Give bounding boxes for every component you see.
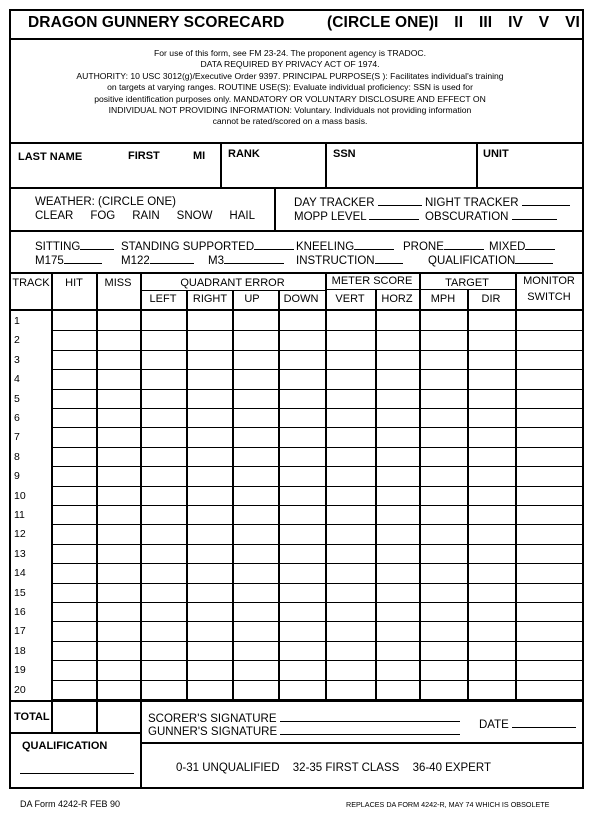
divider — [9, 732, 141, 734]
column-divider — [375, 290, 377, 700]
table-row[interactable] — [51, 447, 584, 466]
prone-blank[interactable] — [444, 239, 484, 250]
track-number: 18 — [14, 644, 26, 657]
track-number: 8 — [14, 450, 20, 463]
right-header: RIGHT — [192, 293, 228, 305]
m3-field[interactable] — [208, 253, 284, 267]
circle-one-label: (CIRCLE ONE) — [327, 14, 435, 31]
track-number: 12 — [14, 528, 26, 541]
weather-options — [35, 210, 255, 222]
gunner-signature-label: GUNNER'S SIGNATURE — [148, 726, 278, 738]
table-row[interactable] — [51, 505, 584, 524]
kneeling-label: KNEELING — [296, 241, 355, 253]
track-number: 16 — [14, 606, 26, 618]
track-number: 20 — [14, 683, 26, 696]
m175-blank[interactable] — [64, 253, 102, 264]
ssn-field[interactable]: SSN — [333, 148, 356, 160]
form-title: DRAGON GUNNERY SCORECARD — [28, 14, 285, 31]
first-name-field[interactable]: FIRST — [128, 150, 160, 162]
weather-label: WEATHER: (CIRCLE ONE) — [35, 196, 176, 208]
divider — [325, 143, 327, 188]
m122-label: M122 — [121, 255, 150, 267]
down-header: DOWN — [283, 293, 319, 305]
column-divider — [96, 273, 98, 700]
divider — [140, 732, 142, 788]
kneeling-field[interactable] — [296, 239, 394, 253]
track-number: 7 — [14, 431, 20, 444]
weather-hail[interactable]: HAIL — [229, 210, 255, 222]
table-row[interactable] — [51, 369, 584, 388]
date-blank[interactable] — [512, 717, 576, 728]
mixed-label: MIXED — [489, 241, 526, 253]
privacy-line: cannot be rated/scored on a mass basis. — [212, 116, 368, 127]
sitting-field[interactable] — [35, 239, 114, 253]
track-number: 6 — [14, 412, 20, 424]
option-v[interactable]: V — [538, 14, 550, 31]
scorer-signature-field[interactable] — [148, 711, 460, 725]
qualification-position-field[interactable] — [428, 253, 553, 267]
track-number: 14 — [14, 567, 26, 580]
total-label: TOTAL — [14, 711, 50, 723]
obscuration-label: OBSCURATION — [425, 211, 509, 223]
option-iv[interactable]: IV — [508, 14, 523, 31]
column-divider — [467, 290, 469, 700]
option-iii[interactable]: III — [478, 14, 493, 31]
last-name-field[interactable]: LAST NAME — [18, 151, 83, 163]
track-number: 1 — [14, 315, 20, 327]
qualification-position-label: QUALIFICATION — [428, 255, 516, 267]
table-row[interactable] — [51, 544, 584, 563]
qualification-label: QUALIFICATION — [22, 740, 108, 752]
divider — [9, 142, 584, 144]
track-number: 3 — [14, 353, 20, 366]
table-row[interactable] — [51, 641, 584, 660]
monitor-header: MONITOR — [523, 275, 575, 287]
column-divider — [186, 290, 188, 700]
miss-header: MISS — [104, 277, 132, 289]
target-header: TARGET — [445, 277, 489, 289]
scale-first-class: 32-35 FIRST CLASS — [292, 762, 400, 774]
divider — [141, 742, 584, 744]
table-row[interactable] — [51, 583, 584, 602]
divider — [220, 143, 222, 188]
date-field[interactable] — [479, 717, 576, 731]
mph-header: MPH — [430, 293, 456, 305]
option-i[interactable]: I — [434, 14, 439, 31]
prone-label: PRONE — [403, 241, 444, 253]
track-number: 5 — [14, 392, 20, 405]
divider — [9, 38, 584, 40]
column-divider — [515, 273, 517, 700]
unit-field[interactable]: UNIT — [483, 148, 509, 160]
up-header: UP — [244, 293, 260, 305]
track-number: 4 — [14, 373, 20, 386]
mixed-field[interactable] — [489, 239, 555, 253]
standing-supported-blank[interactable] — [254, 239, 294, 250]
divider — [476, 143, 478, 188]
scale-unqualified: 0-31 UNQUALIFIED — [176, 762, 280, 774]
qualification-position-blank[interactable] — [515, 253, 553, 264]
sitting-blank[interactable] — [80, 239, 114, 250]
night-tracker-field[interactable] — [425, 195, 570, 209]
horz-header: HORZ — [381, 293, 413, 305]
table-row[interactable] — [51, 427, 584, 446]
privacy-line: INDIVIDUAL NOT PROVIDING INFORMATION: Voluntary. Individuals not providing information — [108, 105, 472, 116]
column-divider — [232, 290, 234, 700]
sitting-label: SITTING — [35, 241, 81, 253]
table-row[interactable] — [51, 524, 584, 543]
option-vi[interactable]: VI — [565, 14, 580, 31]
rank-field[interactable]: RANK — [228, 148, 260, 160]
gunner-signature-blank[interactable] — [280, 724, 460, 735]
track-number: 2 — [14, 334, 20, 347]
dir-header: DIR — [481, 293, 501, 305]
m3-label: M3 — [208, 255, 224, 267]
column-divider — [140, 273, 142, 700]
table-row[interactable] — [51, 330, 584, 349]
table-row[interactable] — [51, 680, 584, 699]
day-tracker-blank[interactable] — [378, 195, 422, 206]
column-divider — [278, 290, 280, 700]
track-number: 10 — [14, 489, 26, 502]
privacy-line: on targets at varying ranges. ROUTINE USE(S): Evaluate individual proficiency: SSN is used for — [107, 82, 473, 93]
day-tracker-field[interactable] — [294, 195, 422, 209]
track-header: TRACK — [12, 277, 50, 289]
privacy-line: positive identification purposes only. MANDATORY OR VOLUNTARY DISCLOSURE AND EFFECT ON — [94, 93, 486, 104]
divider — [9, 230, 584, 232]
table-row[interactable] — [51, 311, 584, 330]
scorer-signature-blank[interactable] — [280, 711, 460, 722]
mopp-level-blank[interactable] — [369, 209, 419, 220]
divider — [274, 188, 276, 231]
track-number: 15 — [14, 586, 26, 599]
column-divider — [51, 700, 53, 732]
weather-clear[interactable]: CLEAR — [35, 210, 74, 222]
m175-label: M175 — [35, 255, 64, 267]
obscuration-blank[interactable] — [512, 209, 557, 220]
replaces-note: REPLACES DA FORM 4242-R, MAY 74 WHICH IS OBSOLETE — [346, 800, 550, 809]
privacy-statement — [40, 48, 540, 128]
table-row[interactable] — [51, 621, 584, 640]
weather-fog[interactable]: FOG — [90, 210, 116, 222]
meter-score-header: METER SCORE — [331, 275, 413, 287]
day-tracker-label: DAY TRACKER — [294, 197, 375, 209]
circle-one-options — [434, 14, 580, 32]
instruction-field[interactable] — [296, 253, 403, 267]
kneeling-blank[interactable] — [354, 239, 394, 250]
date-label: DATE — [479, 719, 509, 731]
table-row[interactable] — [51, 389, 584, 408]
table-row[interactable] — [51, 408, 584, 427]
form-number: DA Form 4242-R FEB 90 — [20, 799, 121, 809]
scorer-signature-label: SCORER'S SIGNATURE — [148, 713, 277, 725]
column-divider — [51, 273, 53, 700]
column-divider — [96, 700, 98, 732]
gunner-signature-field[interactable] — [148, 724, 460, 738]
column-divider — [140, 700, 142, 732]
table-row[interactable] — [51, 563, 584, 582]
switch-header: SWITCH — [527, 291, 571, 303]
night-tracker-label: NIGHT TRACKER — [425, 197, 519, 209]
mopp-level-field[interactable] — [294, 209, 419, 223]
table-row[interactable] — [51, 350, 584, 369]
divider — [9, 187, 584, 189]
mixed-blank[interactable] — [525, 239, 555, 250]
instruction-label: INSTRUCTION — [296, 255, 375, 267]
instruction-blank[interactable] — [375, 253, 403, 264]
option-ii[interactable]: II — [454, 14, 464, 31]
track-number: 9 — [14, 470, 20, 483]
qualification-scale — [176, 762, 491, 774]
quadrant-error-header: QUADRANT ERROR — [180, 277, 285, 289]
night-tracker-blank[interactable] — [522, 195, 570, 206]
m122-field[interactable] — [121, 253, 194, 267]
track-number: 13 — [14, 547, 26, 560]
left-header: LEFT — [149, 293, 177, 305]
table-row[interactable] — [51, 466, 584, 485]
prone-field[interactable] — [403, 239, 484, 253]
standing-supported-field[interactable] — [121, 239, 294, 253]
table-row[interactable] — [51, 486, 584, 505]
obscuration-field[interactable] — [425, 209, 557, 223]
standing-supported-label: STANDING SUPPORTED — [121, 241, 255, 253]
vert-header: VERT — [335, 293, 365, 305]
scale-expert: 36-40 EXPERT — [412, 762, 491, 774]
privacy-line: AUTHORITY: 10 USC 3012(g)/Executive Order 9397. PRINCIPAL PURPOSE(S ): Facilitates individual's training — [76, 70, 504, 81]
column-divider — [419, 273, 421, 700]
mi-field[interactable]: MI — [193, 150, 206, 162]
qualification-blank[interactable] — [20, 773, 134, 774]
table-row[interactable] — [51, 602, 584, 621]
m122-blank[interactable] — [150, 253, 194, 264]
track-number: 11 — [14, 509, 25, 521]
hit-header: HIT — [65, 277, 83, 289]
m175-field[interactable] — [35, 253, 102, 267]
track-number: 19 — [14, 664, 26, 677]
track-number: 17 — [14, 625, 26, 638]
privacy-line: DATA REQUIRED BY PRIVACY ACT OF 1974. — [200, 59, 380, 70]
mopp-level-label: MOPP LEVEL — [294, 211, 367, 223]
table-row[interactable] — [51, 660, 584, 679]
column-divider — [325, 273, 327, 700]
weather-snow[interactable]: SNOW — [176, 210, 213, 222]
m3-blank[interactable] — [224, 253, 284, 264]
privacy-line: For use of this form, see FM 23-24. The proponent agency is TRADOC. — [154, 48, 426, 58]
weather-rain[interactable]: RAIN — [132, 210, 160, 222]
